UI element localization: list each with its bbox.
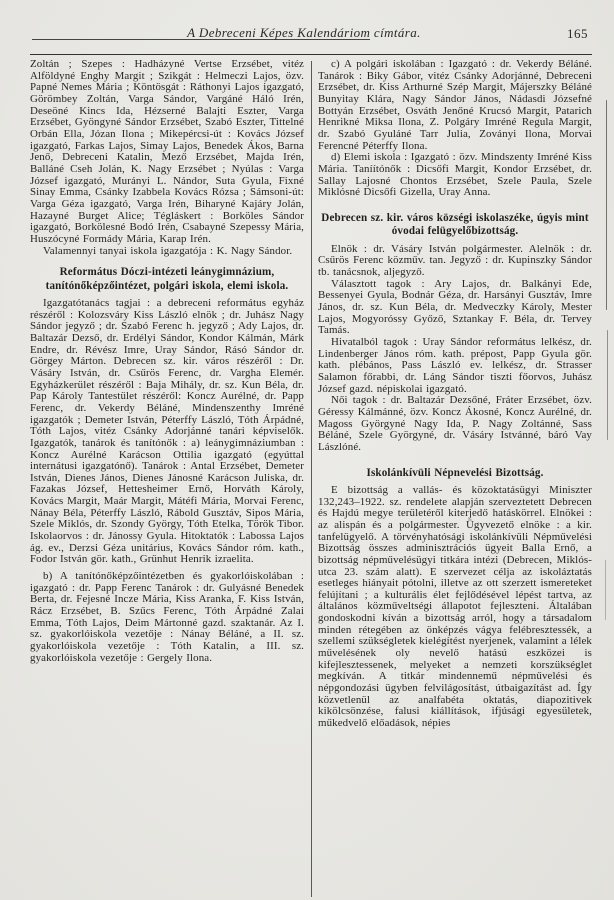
scan-edge-artifact [606, 100, 607, 310]
paragraph-igazgatotanacs: Igazgatótanács tagjai : a debreceni református egyház részéről : Kolozsváry Kiss László elnök ; dr. Juhász Nagy Sándor jegyző ; dr. Szabó Ferenc h. jegyző ; Ady Lajos, dr. Baltazár Dezső, dr. Erdélyi Sándor, Kondor Kálmán, Márk Endre, dr. Révész Imre, Uray Sándor, Rásó Sándor dr. Görgey Márton. Debrecen sz. kir. város részéről : Dr. Vásáry István, dr. Csűrös Ferenc, dr. Vargha Elemér. Egyházkerület részéről : Baja Mihály, dr. sz. Kun Béla, dr. Pap Károly Tantestület részéről: Koncz Aurélné, dr. Papp Ferenc, dr. Vekerdy Béláné, Mindenszenthy Imréné igazgatók ; Demeter István, Péterffy László, Tóth Árpádné, Tóth Lajos, vitéz Csánky Adorjánné tanári képviselők. Igazgatók, tanárok és tanítónők : a) leánygimnáziumban : Koncz Aurélné Karácson Ottilia igazgató (egyúttal internátusi igazgatónő). Tanárok : Antal Erzsébet, Demeter István, Dienes János, Dienes Jánosné Karácson Juliska, dr. Fazakas József, Hettesheimer Ernő, Horváth Károly, Kovács Margit, Maár Margit, Mátéfi Mária, Morvai Ferenc, Nánay Béla, Péterffy László, Rábold Gusztáv, Sipos Mária, Szele Miklós, dr. Szondy György, Tóth Etelka, Török Tibor. Iskolaorvos : dr. Jánossy Gyula. Hitoktatók : Labossa Lajos ág. ev., Derzsi Géza unitárius, Kovács Sándor róm. kath., Fodor István gör. kath., Grünhut Henrik izraelita. [30, 296, 304, 566]
paragraph-noi-tagok: Női tagok : dr. Baltazár Dezsőné, Fráter Erzsébet, özv. Géressy Kálmánné, özv. Koncz Ákosné, Koncz Aurélné, dr. Magoss Györgyné Nagy Ida, P. Nagy Zoltánné, Sass Béláné, Szele Györgyné, dr. Vásáry Istvánné, báró Vay Lászlóné. [318, 394, 592, 453]
scan-edge-artifact [605, 560, 606, 620]
section-heading-nepneveles: Iskolánkívüli Népnevelési Bizottság. [366, 466, 544, 479]
paragraph-tanitonokepzo: b) A tanítónőképzőintézetben és gyakorlóiskolában : igazgató : dr. Papp Ferenc Tanárok : dr. Gulyásné Benedek Berta, dr. Fejesné Incze Mária, Kiss Aranka, F. Kiss István, Rácz Erzsébet, B. Szűcs Ferenc, Tóth Árpádné Zalai Emma, Tóth Lajos, Deim Mártonné gazd. szaktanár. Az I. sz. gyakorlóiskola vezetője : Nánay Béláné, a II. sz. gyakorlóiskola vezetője : Tóth Katalin, a III. sz. gyakorlóiskola vezetője : Gergely Ilona. [30, 570, 304, 664]
scan-edge-artifact [607, 330, 608, 440]
paragraph-tanyai-igazgato: Valamennyi tanyai iskola igazgatója : K. Nagy Sándor. [43, 244, 293, 257]
page-number: 165 [567, 26, 588, 41]
paragraph-hivatalbol-tagok: Hivatalból tagok : Uray Sándor református lelkész, dr. Lindenberger János róm. kath. prépost, Papp Gyula gör. kath. plébános, Pass László ev. lelkész, dr. Strasser Salamon főrabbi, dr. Láng Sándor tiszti főorvos, Juhász József gazd. népiskolai igazgató. [318, 335, 592, 395]
left-column [30, 59, 304, 897]
paragraph-valasztott-tagok: Választott tagok : Ary Lajos, dr. Balkányi Ede, Bessenyei Gyula, Bodnár Géza, dr. Harsányi Gusztáv, Imre János, dr. sz. Kun Béla, dr. Medveczky Károly, Mester Lajos, Mogyoróssy Győző, Sztankay F. Béla, dr. Tervey Tamás. [318, 277, 592, 337]
paragraph-nepneveles-bizottsag: E bizottság a vallás- és közoktatásügyi Miniszter 132,243–1922. sz. rendelete alapján szerveztetett Debrecen és Hajdú megye területéről kiterjedő hatáskörrel. Elnökei : az alispán és a polgármester. Ügyvezető elnöke : a kir. tanfelügyelő. A törvényhatósági iskolánkívüli Népművelési Bizottság összes adminisztrációs ügyeit Balla Ernő, a bizottság népművelésügyi titkára intézi (Debrecen, Miklós-utca 23. szám alatt). E szervezet célja az iskoláztatás esetleges hiányait pótolni, illetve az ott szerzett ismereteket felújítani ; a kulturális élet fejlődésével lépést tartva, az általános közműveltségi állapotot fejleszteni. Általában gondoskodni kíván a bizottság arról, hogy a társadalom minden rétegében az önképzés vágya felébresztessék, a szellemi szükségletek kielégítést nyerjenek, valamint a lélek művelésének oly nevelő hatású eszközei is kifejlesztessenek, melyeket a nemzeti korszükséglet megkíván. A titkár mindennemű népművelési és népgondozási ügyben felvilágosítást, útbaigazítást ad. Így közvetlenül az analfabéta oktatás, diapozitivek kikölcsönzése, falusi kiállítások, ifjúsági egyesületek, műkedvelő előadások, népies [318, 483, 592, 730]
section-heading-iskolaszek: Debrecen sz. kir. város községi iskolaszéke, úgyis mint óvodai felügyelőbizottság. [321, 211, 589, 238]
page-title: A Debreceni Képes Kalendáriom címtára. [187, 25, 421, 40]
right-column [318, 59, 592, 897]
continued-paragraph-tanyai-iskolak: Zoltán ; Szepes : Hadházyné Vertse Erzsébet, vitéz Alföldyné Enghy Margit ; Szikgát : Helmeczi Lajos, özv. Papné Nemes Mária ; Köntösgát : Ráthonyi Lajos igazgató, Görömbey Zoltán, Varga Sándor, Vargáné Háló Irén, Deseöné Kincs Ida, Hézserné Balajti Eszter, Varga Erzsébet, Gyöngyné Sándor Erzsébet, Szabó Eszter, Tittelné Orbán Ella, Józan Ilona ; Mikepércsi-út : Kovács József igazgató, Farkas Lajos, Simay Lajos, Benedek Ákos, Barna Jenő, Debreceni Katalin, Mező Erzsébet, Majda Irén, Balláné Cseh Jolán, K. Nagy Erzsébet ; Nyúlas : Varga József igazgató, Murányi L. Nándor, Suta Gyula, Fixné Sinay Emma, Csánky Izabbela Kovács Rózsa ; Sámsoni-út: Varga Géza igazgató, Varga Irén, Biharyné Kajáry Jolán, Hazayné Burget Alice; Tégláskert : Borköles Sándor igazgató, Borkölesné Bodó Irén, Csabayné Szepessy Mária, Huszócyné Formády Mária, Karap Irén. [30, 58, 304, 245]
paragraph-elemi-iskola: d) Elemi iskola : Igazgató : özv. Mindszenty Imréné Kiss Mária. Taníítónők : Dicsőfi Margit, Kondor Erzsébet, dr. Sallay Lajosné Chontos Erzsébet, Szele Paula, Szele Miklósné Dicsőfi Gizella, Uray Anna. [318, 151, 592, 199]
page-header [30, 24, 592, 55]
paragraph-elnokseg: Elnök : dr. Vásáry István polgármester. Alelnök : dr. Csűrös Ferenc közműv. tan. Jegyző : dr. Kupinszky Sándor tb. tanácsnok, aljegyző. [318, 242, 592, 278]
column-divider-rule [311, 61, 312, 897]
text-columns [30, 59, 592, 897]
section-heading-doczi-intezet: Református Dóczi-intézeti leánygimnázium, tanítónőképzőintézet, polgári iskola, elemi iskola. [45, 266, 289, 292]
column-gutter [304, 59, 318, 897]
paragraph-polgari-iskola: c) A polgári iskolában : Igazgató : dr. Vekerdy Béláné. Tanárok : Biky Gábor, vitéz Csánky Adorjánné, Debreceni Erzsébet, dr. Kiss Arthurné Szép Margit, Májerszky Béláné Bunyitay Klára, Nagy Sándor János, Nádasdi Józsefné Bottyán Erzsébet, Osváth Jenőné Krucsó Margit, Patarich Henrikné Miksa Ilona, Z. Polgáry Imréné Regula Margit, dr. Szabó Gyuláné Tarr Julia, Zoványi Ilona, Morvai Ferencné Péterffy Ilona. [318, 58, 592, 152]
